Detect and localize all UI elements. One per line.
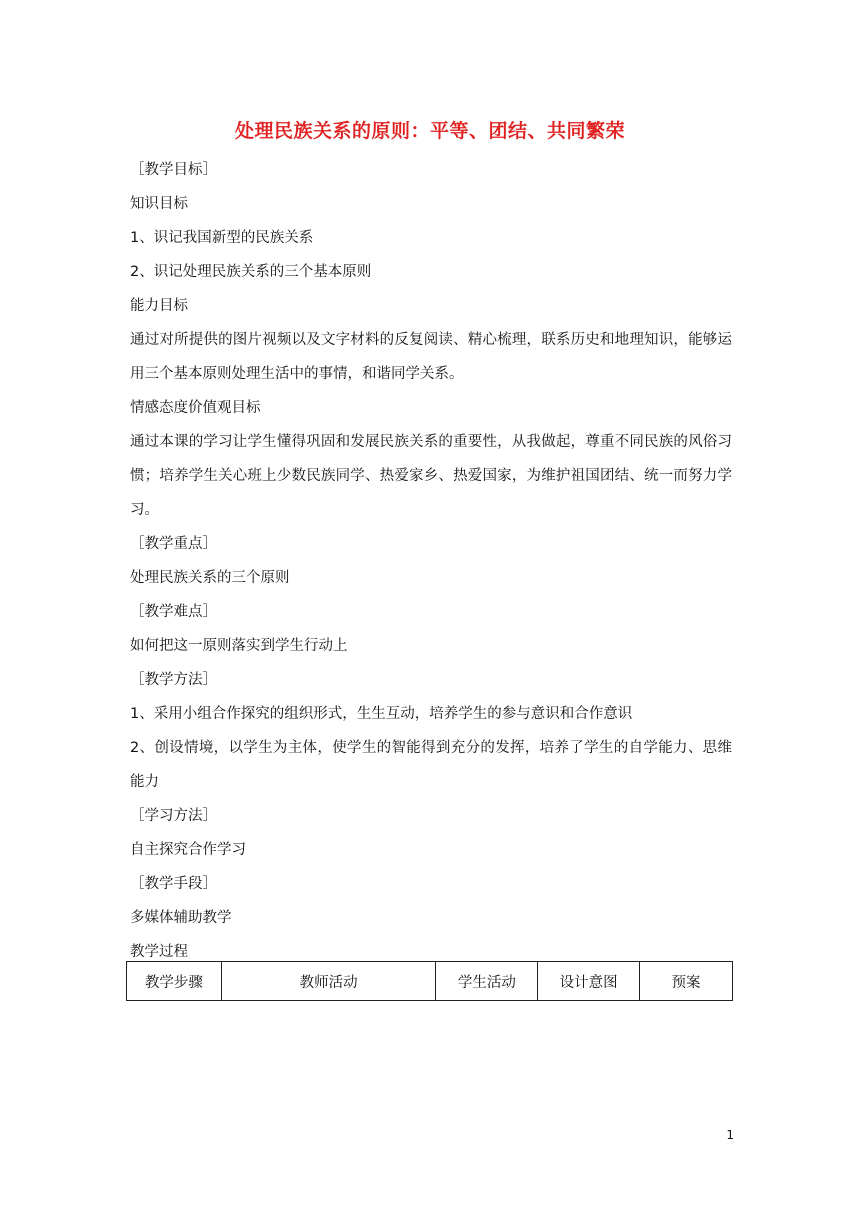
section-heading-difficulty: ［教学难点］ [130,604,217,620]
table-header-cell: 预案 [640,962,733,1001]
emotion-goal-text: 通过本课的学习让学生懂得巩固和发展民族关系的重要性，从我做起，尊重不同民族的风俗习惯；培养学生关心班上少数民族同学、热爱家乡、热爱国家，为维护祖国团结、统一而努力学习。 [130,434,732,518]
method-item: 2、创设情境，以学生为主体，使学生的智能得到充分的发挥，培养了学生的自学能力、思维能力 [130,740,732,790]
table-header-cell: 设计意图 [538,962,640,1001]
section-heading-means: ［教学手段］ [130,876,217,892]
section-heading-learning-method: ［学习方法］ [130,808,217,824]
section-heading-teaching-goals: ［教学目标］ [130,162,217,178]
subheading-emotion-goal: 情感态度价值观目标 [130,400,261,416]
means-text: 多媒体辅助教学 [130,910,232,926]
table-header-row [127,962,733,1001]
section-heading-key-point: ［教学重点］ [130,536,217,552]
teaching-process-table [126,961,733,1001]
table-header-cell: 学生活动 [436,962,538,1001]
section-heading-process: 教学过程 [130,944,188,960]
method-item: 1、采用小组合作探究的组织形式，生生互动，培养学生的参与意识和合作意识 [130,706,633,722]
knowledge-item: 1、识记我国新型的民族关系 [130,230,314,246]
page-number: 1 [726,1128,734,1142]
table-header-cell: 教学步骤 [127,962,222,1001]
ability-goal-text: 通过对所提供的图片视频以及文字材料的反复阅读、精心梳理，联系历史和地理知识，能够运用三个基本原则处理生活中的事情，和谐同学关系。 [130,332,732,382]
subheading-ability-goal: 能力目标 [130,298,188,314]
learning-method-text: 自主探究合作学习 [130,842,246,858]
knowledge-item: 2、识记处理民族关系的三个基本原则 [130,264,372,280]
document-body [130,153,732,969]
table-header-cell: 教师活动 [221,962,436,1001]
key-point-text: 处理民族关系的三个原则 [130,570,290,586]
section-heading-method: ［教学方法］ [130,672,217,688]
document-title: 处理民族关系的原则：平等、团结、共同繁荣 [234,120,625,142]
difficulty-text: 如何把这一原则落实到学生行动上 [130,638,348,654]
subheading-knowledge-goal: 知识目标 [130,196,188,212]
